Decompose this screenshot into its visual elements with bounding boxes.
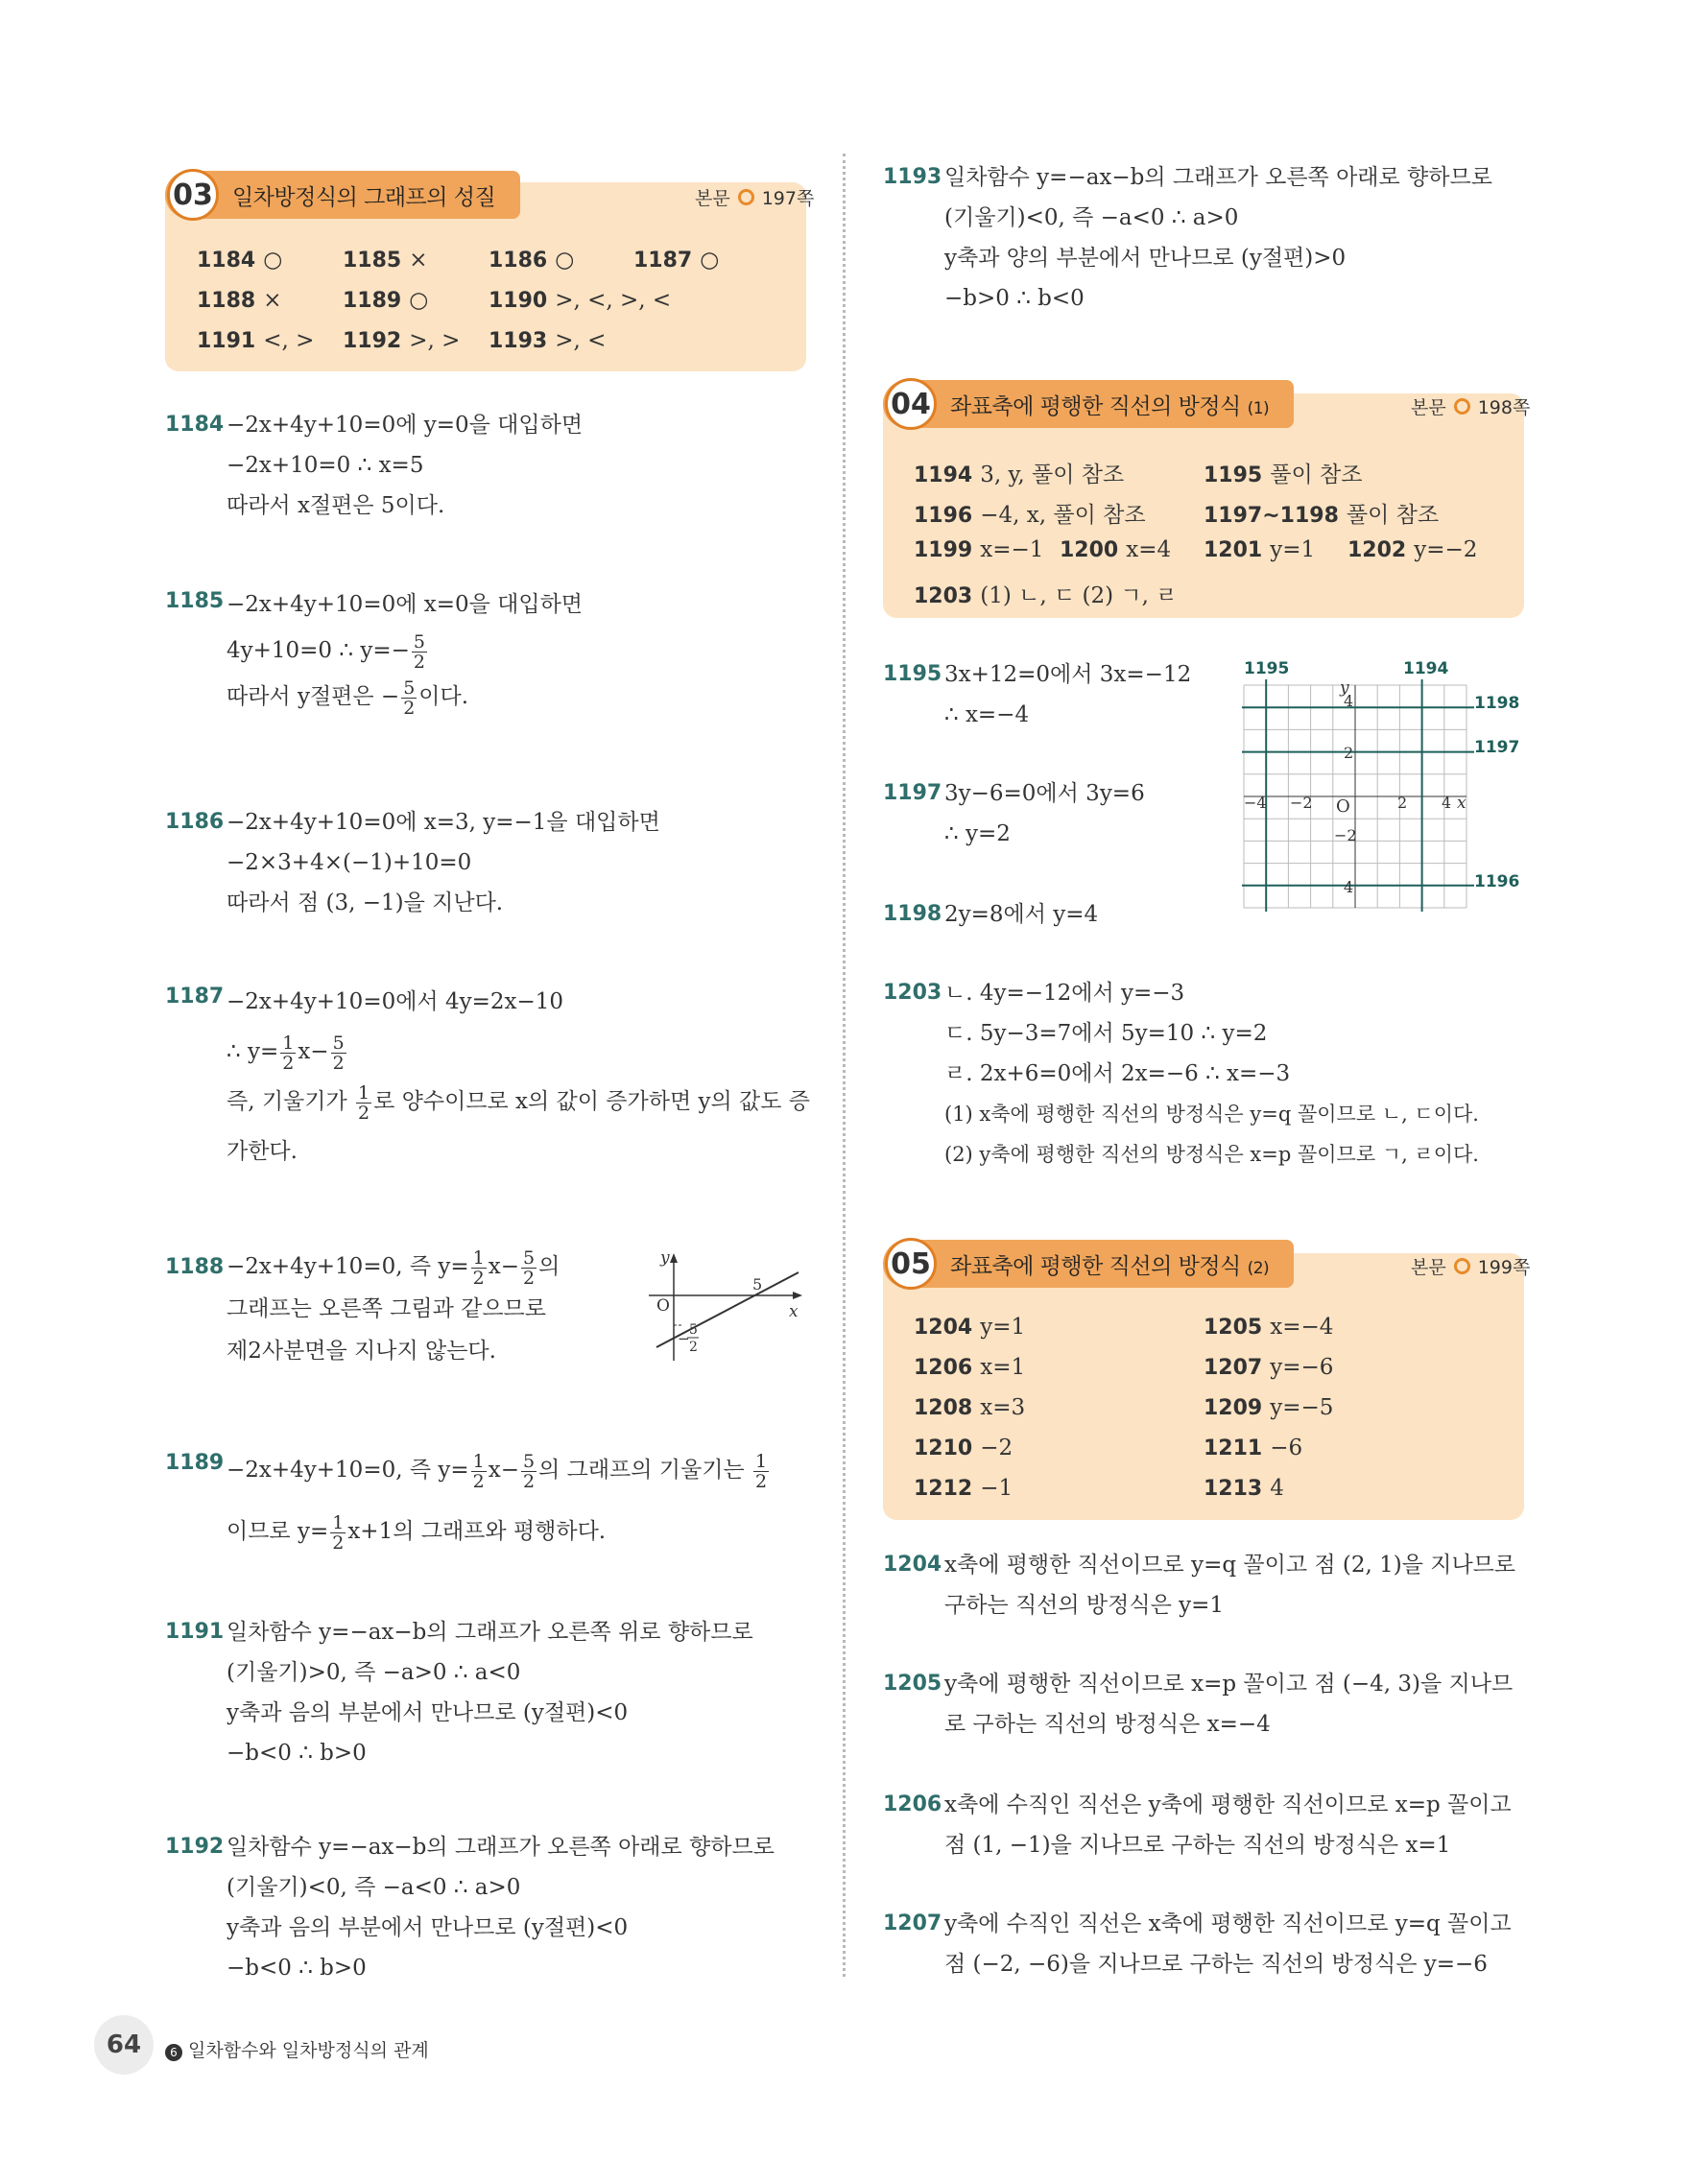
- solution-1185: −2x+4y+10=0에 x=0을 대입하면 4y+10=0 ∴ y=− $\frac{5}{2}$ 따라서 y절편은 − $\frac{5}{2}$ 이다.: [227, 592, 584, 719]
- problem-number: 1207: [883, 1911, 942, 1935]
- answer-1191: 1191 <, >: [197, 328, 315, 353]
- answer-1202: 1202 y=−2: [1347, 537, 1478, 562]
- grid-xtick: 2: [1397, 794, 1408, 812]
- problem-number: 1204: [883, 1553, 942, 1577]
- column-divider: [843, 154, 846, 1977]
- answer-1190: 1190 >, <, >, <: [489, 288, 672, 313]
- problem-number: 1188: [165, 1255, 225, 1279]
- answer-1205: 1205 x=−4: [1204, 1315, 1334, 1340]
- section-title: 좌표축에 평행한 직선의 방정식 (1): [950, 393, 1270, 419]
- answer-1195: 1195 풀이 참조: [1204, 463, 1363, 487]
- ref-dot-icon: [1454, 398, 1470, 415]
- grid-label-1197: 1197: [1474, 738, 1520, 757]
- answer-1207: 1207 y=−6: [1204, 1355, 1334, 1380]
- fraction: $\frac{5}{2}$: [403, 677, 416, 719]
- svg-text:−: −: [678, 1330, 690, 1347]
- answer-1187: 1187 ○: [633, 248, 720, 273]
- solution-1204: x축에 평행한 직선이므로 y=q 꼴이고 점 (2, 1)을 지나므로 구하는 직선의 방정식은 y=1: [944, 1553, 1516, 1618]
- problem-number: 1203: [883, 981, 942, 1005]
- section-number: 05: [885, 1238, 937, 1290]
- answer-1188: 1188 ×: [197, 288, 282, 313]
- solution-1193: 일차함수 y=−ax−b의 그래프가 오른쪽 아래로 향하므로 (기울기)<0, 즉 −a<0 ∴ a>0 y축과 양의 부분에서 만나므로 (y절편)>0 −b>0 ∴ b<0: [944, 165, 1492, 311]
- solution-1195: 3x+12=0에서 3x=−12 ∴ x=−4: [944, 662, 1192, 727]
- fraction: $\frac{1}{2}$: [472, 1450, 485, 1492]
- svg-text:5: 5: [689, 1322, 698, 1338]
- grid-ytick: −2: [1334, 826, 1357, 844]
- grid-label-1196: 1196: [1474, 872, 1520, 891]
- answer-1209: 1209 y=−5: [1204, 1395, 1334, 1420]
- solution-1191: 일차함수 y=−ax−b의 그래프가 오른쪽 위로 향하므로 (기울기)>0, 즉 −a>0 ∴ a<0 y축과 음의 부분에서 만나므로 (y절편)<0 −b<0 ∴ b>0: [227, 1620, 753, 1766]
- chapter-mark-icon: 6: [165, 2044, 182, 2061]
- solution-1197: 3y−6=0에서 3y=6 ∴ y=2: [944, 781, 1145, 846]
- svg-text:x: x: [789, 1302, 799, 1321]
- section-05-header: [883, 1240, 1294, 1288]
- page-reference: 본문 199쪽: [1411, 1257, 1531, 1278]
- svg-text:O: O: [656, 1296, 670, 1316]
- solution-1186: −2x+4y+10=0에 x=3, y=−1을 대입하면 −2×3+4×(−1)+10=0 따라서 점 (3, −1)을 지난다.: [227, 810, 660, 915]
- problem-number: 1205: [883, 1672, 942, 1696]
- problem-number: 1191: [165, 1620, 225, 1644]
- grid-ytick: 2: [1344, 744, 1354, 762]
- grid-ytick: 4: [1344, 878, 1354, 896]
- fraction: $\frac{5}{2}$: [413, 630, 425, 673]
- coordinate-grid: [1238, 656, 1526, 915]
- solution-1198: 2y=8에서 y=4: [944, 902, 1099, 927]
- page-reference: 본문 197쪽: [695, 188, 815, 209]
- ref-dot-icon: [738, 189, 754, 205]
- answer-1203: 1203 (1) ㄴ, ㄷ (2) ㄱ, ㄹ: [914, 583, 1178, 608]
- problem-number: 1184: [165, 413, 225, 437]
- grid-xtick: −2: [1290, 794, 1313, 812]
- answer-1201: 1201 y=1: [1204, 537, 1316, 562]
- fraction: $\frac{1}{2}$: [282, 1032, 295, 1074]
- solution-1206: x축에 수직인 직선은 y축에 평행한 직선이므로 x=p 꼴이고 점 (1, −1)을 지나므로 구하는 직선의 방정식은 x=1: [944, 1792, 1512, 1858]
- grid-xtick: −4: [1244, 794, 1267, 812]
- chapter-title: 6 일차함수와 일차방정식의 관계: [165, 2036, 429, 2062]
- fraction: $\frac{5}{2}$: [332, 1032, 345, 1074]
- grid-label-1198: 1198: [1474, 694, 1520, 713]
- grid-xtick: 4: [1442, 794, 1452, 812]
- answer-1185: 1185 ×: [343, 248, 428, 273]
- grid-ytick: 4: [1344, 692, 1354, 710]
- problem-number: 1195: [883, 662, 942, 686]
- answer-1186: 1186 ○: [489, 248, 575, 273]
- fraction: $\frac{1}{2}$: [358, 1081, 370, 1124]
- grid-x-axis-label: x: [1457, 794, 1466, 813]
- fraction: $\frac{1}{2}$: [332, 1511, 345, 1554]
- svg-text:y: y: [660, 1248, 670, 1268]
- grid-origin: O: [1336, 796, 1350, 817]
- answer-1196: 1196 −4, x, 풀이 참조: [914, 503, 1146, 528]
- fraction: $\frac{1}{2}$: [472, 1246, 485, 1289]
- grid-label-1195: 1195: [1244, 659, 1290, 678]
- grid-y-axis-label: y: [1340, 678, 1349, 698]
- solution-1207: y축에 수직인 직선은 x축에 평행한 직선이므로 y=q 꼴이고 점 (−2, −6)을 지나므로 구하는 직선의 방정식은 y=−6: [944, 1911, 1512, 1977]
- problem-number: 1185: [165, 589, 225, 613]
- fraction: $\frac{5}{2}$: [522, 1246, 536, 1289]
- ref-dot-icon: [1454, 1258, 1470, 1274]
- problem-number: 1206: [883, 1792, 942, 1816]
- section-04-header: [883, 380, 1294, 428]
- answer-1213: 1213 4: [1204, 1476, 1284, 1501]
- solution-1205: y축에 평행한 직선이므로 x=p 꼴이고 점 (−4, 3)을 지나므 로 구하는 직선의 방정식은 x=−4: [944, 1672, 1514, 1737]
- problem-number: 1187: [165, 985, 225, 1009]
- problem-number: 1189: [165, 1451, 225, 1475]
- answer-1197-1198: 1197~1198 풀이 참조: [1204, 503, 1440, 528]
- section-number: 03: [167, 169, 219, 221]
- solution-1188: −2x+4y+10=0, 즉 y= $\frac{1}{2}$ x− $\frac{5}{2}$ 의 그래프는 오른쪽 그림과 같으므로 제2사분면을 지나지 않는다.: [227, 1246, 560, 1364]
- graph-1188: [645, 1247, 806, 1372]
- section-title: 일차방정식의 그래프의 성질: [232, 184, 496, 210]
- answer-1212: 1212 −1: [914, 1476, 1013, 1501]
- answer-1184: 1184 ○: [197, 248, 283, 273]
- problem-number: 1197: [883, 781, 942, 805]
- solution-1203: ㄴ. 4y=−12에서 y=−3 ㄷ. 5y−3=7에서 5y=10 ∴ y=2 ㄹ. 2x+6=0에서 2x=−6 ∴ x=−3 (1) x축에 평행한 직선의 방정식은 y=q 꼴이므로 ㄴ, ㄷ이다. (2) y축에 평행한 직선의 방정식은 x=p 꼴이므로 ㄱ, ㄹ이다.: [944, 981, 1479, 1166]
- fraction: $\frac{1}{2}$: [754, 1450, 768, 1492]
- answer-1192: 1192 >, >: [343, 328, 461, 353]
- svg-text:5: 5: [752, 1275, 763, 1294]
- problem-number: 1198: [883, 902, 942, 926]
- answer-1189: 1189 ○: [343, 288, 429, 313]
- answer-1211: 1211 −6: [1204, 1436, 1303, 1460]
- page-reference: 본문 198쪽: [1411, 397, 1531, 418]
- page-number: 64: [94, 2015, 154, 2075]
- answer-1194: 1194 3, y, 풀이 참조: [914, 463, 1125, 487]
- grid-label-1194: 1194: [1403, 659, 1449, 678]
- answer-1200: 1200 x=4: [1060, 537, 1172, 562]
- answer-1204: 1204 y=1: [914, 1315, 1026, 1340]
- answer-1193: 1193 >, <: [489, 328, 607, 353]
- section-03-header: [165, 171, 520, 219]
- answer-1208: 1208 x=3: [914, 1395, 1026, 1420]
- problem-number: 1192: [165, 1835, 225, 1859]
- svg-text:2: 2: [689, 1340, 698, 1355]
- section-title: 좌표축에 평행한 직선의 방정식 (2): [950, 1253, 1270, 1279]
- solution-1184: −2x+4y+10=0에 y=0을 대입하면 −2x+10=0 ∴ x=5 따라서 x절편은 5이다.: [227, 413, 584, 518]
- problem-number: 1186: [165, 810, 225, 834]
- fraction: $\frac{5}{2}$: [522, 1450, 536, 1492]
- solution-1189: −2x+4y+10=0, 즉 y= $\frac{1}{2}$ x− $\frac{5}{2}$ 의 그래프의 기울기는 $\frac{1}{2}$ 이므로 y= $\frac{1}{2}$ x+1의 그래프와 평행하다.: [227, 1450, 768, 1554]
- solution-1192: 일차함수 y=−ax−b의 그래프가 오른쪽 아래로 향하므로 (기울기)<0, 즉 −a<0 ∴ a>0 y축과 음의 부분에서 만나므로 (y절편)<0 −b<0 ∴ b>0: [227, 1835, 775, 1981]
- answer-1206: 1206 x=1: [914, 1355, 1026, 1380]
- section-number: 04: [885, 378, 937, 430]
- answer-1210: 1210 −2: [914, 1436, 1013, 1460]
- solution-1187: −2x+4y+10=0에서 4y=2x−10 ∴ y= $\frac{1}{2}$ x− $\frac{5}{2}$ 즉, 기울기가 $\frac{1}{2}$ 로 양수이므로 x의 값이 증가하면 y의 값도 증 가한다.: [227, 989, 810, 1164]
- problem-number: 1193: [883, 165, 942, 189]
- answer-1199: 1199 x=−1: [914, 537, 1044, 562]
